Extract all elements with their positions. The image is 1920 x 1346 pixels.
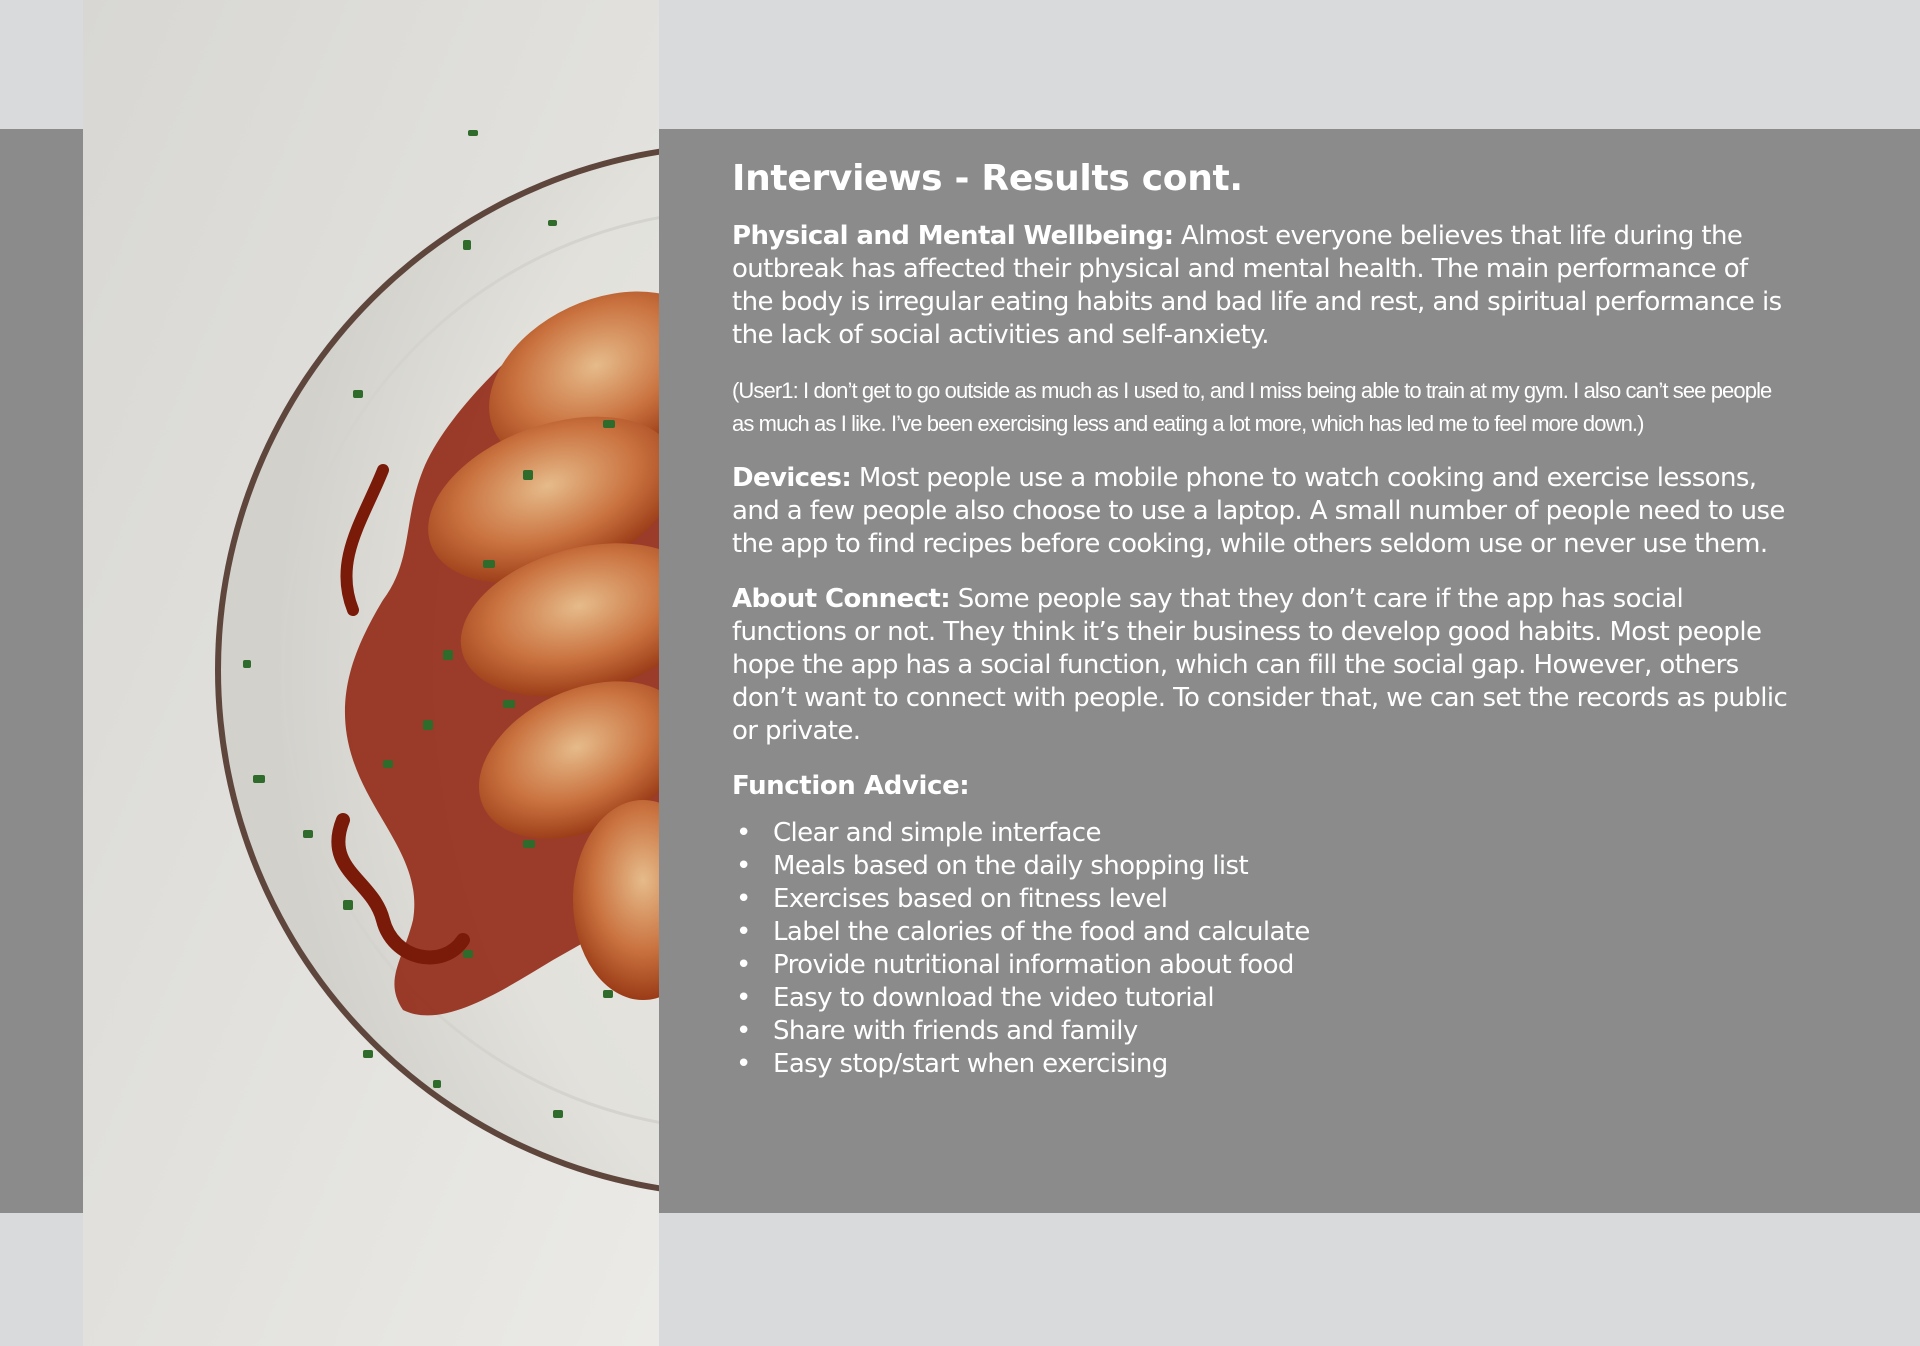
list-item: • Label the calories of the food and calculate [736,917,1310,947]
function-advice-list [732,817,1792,1081]
wellbeing-paragraph [732,220,1792,352]
dumpling-plate-photo [83,0,659,1346]
bullet-icon: • [736,1049,751,1079]
bullet-icon: • [736,950,751,980]
list-item: • Easy to download the video tutorial [736,983,1214,1013]
devices-paragraph [732,462,1792,561]
wellbeing-lead: Physical and Mental Wellbeing: [732,221,1174,251]
list-item: • Exercises based on fitness level [736,884,1168,914]
connect-paragraph [732,583,1792,748]
bullet-icon: • [736,983,751,1013]
food-photo [83,0,659,1346]
slide-title: Interviews - Results cont. [732,158,1243,199]
user-quote: (User1: I don’t get to go outside as much as I used to, and I miss being able to train at my gym. I also can’t see people as much as I like. I’ve been exercising less and eating a lot more, which has led me to feel more down.) [732,378,1772,436]
bullet-icon: • [736,851,751,881]
list-item: • Clear and simple interface [736,818,1101,848]
connect-text: Some people say that they don’t care if the app has social functions or not. They think it’s their business to develop good habits. Most people hope the app has a social function, which can fill the social gap. However, others don’t want to connect with people. To consider that, we can set the records as public or private. [732,584,1788,746]
wellbeing-text: Almost everyone believes that life during the outbreak has affected their physical and mental health. The main performance of the body is irregular eating habits and bad life and rest, and spiritual performance is the lack of social activities and self-anxiety. [732,221,1782,350]
bullet-icon: • [736,884,751,914]
connect-lead: About Connect: [732,584,951,614]
bullet-icon: • [736,1016,751,1046]
list-item: • Provide nutritional information about food [736,950,1294,980]
list-item: • Meals based on the daily shopping list [736,851,1249,881]
devices-text: Most people use a mobile phone to watch cooking and exercise lessons, and a few people also choose to use a laptop. A small number of people need to use the app to find recipes before cooking, while others seldom use or never use them. [732,463,1785,559]
devices-lead: Devices: [732,463,852,493]
list-item: • Easy stop/start when exercising [736,1049,1168,1079]
slide-content [732,156,1792,1081]
bullet-icon: • [736,818,751,848]
function-advice-heading: Function Advice: [732,771,970,801]
list-item: • Share with friends and family [736,1016,1138,1046]
bullet-icon: • [736,917,751,947]
